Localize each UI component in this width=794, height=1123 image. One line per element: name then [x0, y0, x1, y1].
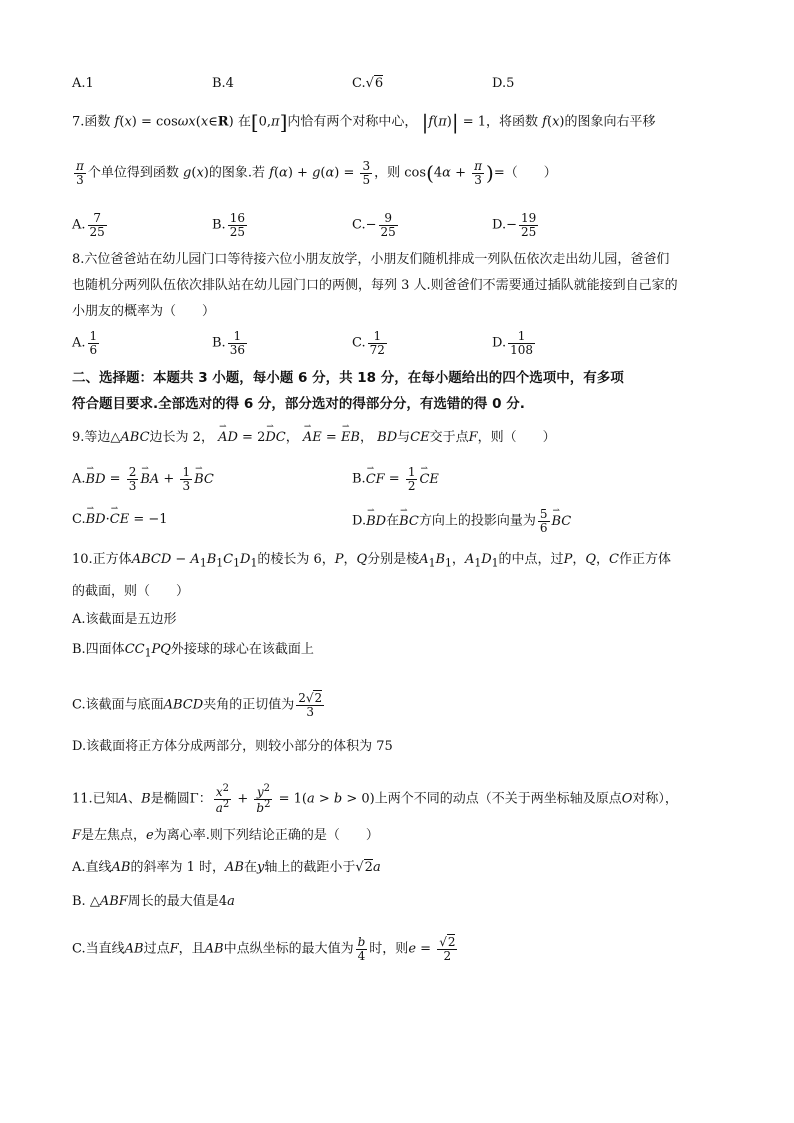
- q8-line3: 小朋友的概率为（ ）: [72, 304, 216, 319]
- q9-option-a: A.⇀ BD = $\frac{2}{3}$ ⇀ BA + $\frac{1}{3}$ ⇀ BC: [72, 466, 214, 492]
- q9-option-d: D.⇀ BD在⇀ BC方向上的投影向量为 $\frac{5}{6}$ ⇀ BC: [352, 508, 571, 534]
- q7-option-c: C.− $\frac{9}{25}$: [352, 211, 396, 239]
- q8-option-c: C. $\frac{1}{72}$: [352, 329, 385, 357]
- q7-option-a: A. $\frac{7}{25}$: [72, 211, 105, 239]
- q10-line1: 10.正方体ABCD − $A_1B_1C_1D_1$的棱长为 6，P，Q分别是棱$A_1B_1$，$A_1D_1$的中点，过P，Q，C作正方体: [72, 552, 671, 570]
- q6-option-b: B.4: [212, 76, 234, 91]
- q11-line2: F是左焦点，e为离心率.则下列结论正确的是（ ）: [72, 828, 379, 843]
- q7-option-b: B. $\frac{16}{25}$: [212, 211, 245, 239]
- q9-stem: 9.等边△ABC边长为 2， ⇀ AD = 2⇀ DC， ⇀ AE = ⇀ EB， BD与CE交于点F，则（ ）: [72, 428, 556, 448]
- q10-option-b: B.四面体$CC_1PQ$外接球的球心在该截面上: [72, 642, 314, 660]
- q9-option-c: C.⇀ BD·⇀ CE = −1: [72, 510, 168, 530]
- q6-option-a: A.1: [72, 76, 94, 91]
- section2-heading-line1: 二、选择题：本题共 3 小题，每小题 6 分，共 18 分，在每小题给出的四个选项中，有多项: [72, 370, 624, 386]
- q7-line1: 7.函数 f(x) = cosωx(x∈R) 在[0,π]内恰有两个对称中心， |f(π)| = 1，将函数 f(x)的图象向右平移: [72, 110, 656, 134]
- q8-line2: 也随机分两列队伍依次排队站在幼儿园门口的两侧，每列 3 人.则爸爸们不需要通过插队就能接到自己家的: [72, 278, 678, 293]
- q6-option-c: C.√6: [352, 76, 384, 91]
- q8-option-d: D. $\frac{1}{108}$: [492, 329, 533, 357]
- q11-option-a: A.直线AB的斜率为 1 时，AB在y轴上的截距小于√2a: [72, 860, 381, 875]
- section2-heading-line2: 符合题目要求.全部选对的得 6 分，部分选对的得部分分，有选错的得 0 分.: [72, 396, 525, 412]
- q11-line1: 11.已知A、B是椭圆Γ： $\frac{x^2}{a^2}$ + $\frac{y^2}{b^2}$ = 1(a > b > 0)上两个不同的动点（不关于两坐标轴及原点O对称），: [72, 783, 678, 815]
- q10-option-c: C.该截面与底面ABCD夹角的正切值为 $\frac{2√2}{3}$: [72, 691, 323, 719]
- q8-line1: 8.六位爸爸站在幼儿园门口等待接六位小朋友放学，小朋友们随机排成一列队伍依次走出幼儿园，爸爸们: [72, 252, 670, 267]
- q10-option-a: A.该截面是五边形: [72, 612, 177, 627]
- q7-option-d: D.− $\frac{19}{25}$: [492, 211, 537, 239]
- q11-option-c: C.当直线AB过点F，且AB中点纵坐标的最大值为 $\frac{b}{4}$ 时，则e = $\frac{√2}{2}$: [72, 935, 456, 963]
- q7-line2: $\frac{\pi}{3}$ 个单位得到函数 g(x)的图象.若 f(α) + g(α) = $\frac{3}{5}$ ，则 cos(4α + $\frac{\pi}{3}$ )=（ ）: [76, 159, 557, 187]
- q8-option-b: B. $\frac{1}{36}$: [212, 329, 245, 357]
- q10-option-d: D.该截面将正方体分成两部分，则较小部分的体积为 75: [72, 739, 393, 754]
- q10-line2: 的截面，则（ ）: [72, 584, 190, 599]
- q6-option-d: D.5: [492, 76, 515, 91]
- q9-option-b: B.⇀ CF = $\frac{1}{2}$ ⇀ CE: [352, 466, 439, 492]
- q11-option-b: B. △ABF周长的最大值是4a: [72, 894, 235, 909]
- q8-option-a: A. $\frac{1}{6}$: [72, 329, 98, 357]
